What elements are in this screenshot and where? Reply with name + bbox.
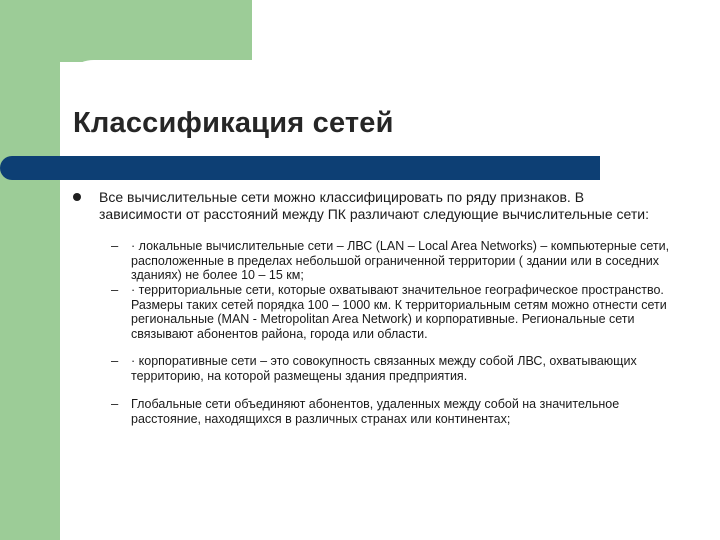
sub-item-text: Глобальные сети объединяют абонентов, удаленных между собой на значительное расстояние, находящихся в различных странах или континентах; <box>131 397 620 426</box>
bullet-dot-icon <box>73 193 81 201</box>
sub-item-text: · корпоративные сети – это совокупность связанных между собой ЛВС, охватывающих территорию, на которой размещены здания предприятия. <box>131 354 637 383</box>
dash-marker: – <box>111 353 119 368</box>
main-bullet-text: Все вычислительные сети можно классифицировать по ряду признаков. В зависимости от расстояний между ПК различают следующие вычислительные сети: <box>99 189 649 222</box>
dash-marker: – <box>111 238 119 253</box>
decor-green-left <box>0 0 60 540</box>
title-underline-bar <box>0 156 600 180</box>
slide-title: Классификация сетей <box>73 107 394 139</box>
dash-marker: – <box>111 282 119 297</box>
sub-item-text: · локальные вычислительные сети – ЛВС (LAN – Local Area Networks) – компьютерные сети, расположенные в пределах небольшой ограниченной территории ( здании или в соседних зданиях) не более 10 – 15 км; <box>131 239 670 282</box>
sub-item-text: · территориальные сети, которые охватывают значительное географическое пространство. Размеры таких сетей порядка 100 – 1000 км. К территориальным сетям можно отнести сети региональные (MAN - Metropolitan Area Network) и корпоративные. Региональные сети связывают абонентов района, города или области. <box>131 283 667 341</box>
dash-marker: – <box>111 396 119 411</box>
